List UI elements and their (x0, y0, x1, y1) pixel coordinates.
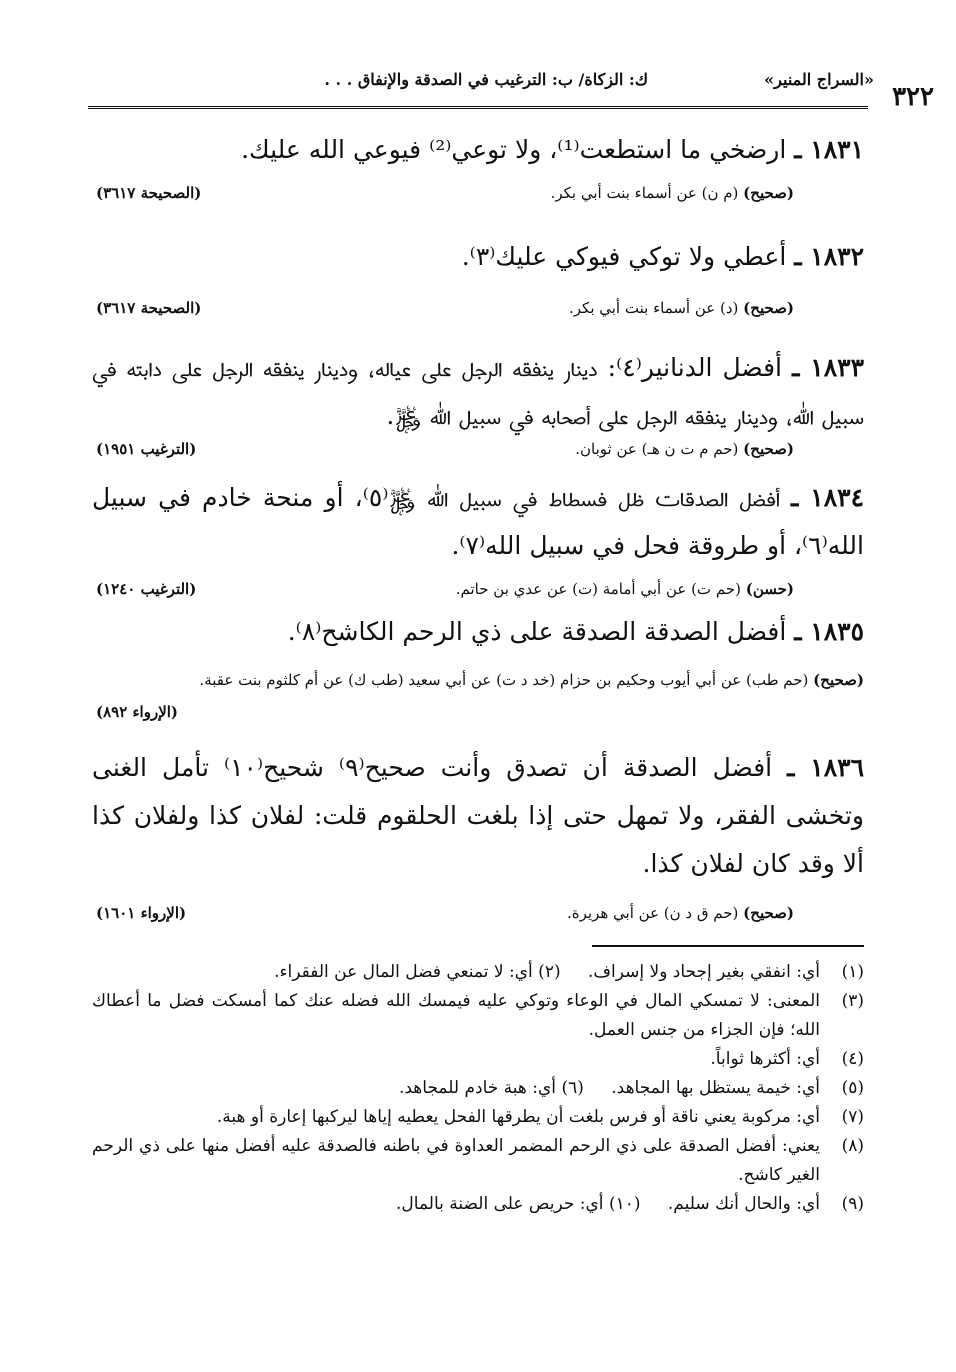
hadith-narration: (حم ق د ن) عن أبي هريرة. (567, 904, 739, 922)
hadith-entry (92, 744, 864, 934)
hadith-grade: (صحيح) (813, 671, 864, 689)
hadith-narration: (د) عن أسماء بنت أبي بكر. (568, 299, 739, 317)
book-title: «السراج المنير» (764, 70, 874, 89)
footnote-text: أي: لا تمنعي فضل المال عن الفقراء. (274, 962, 533, 982)
hadith-entry (92, 233, 864, 329)
hadith-grade: (صحيح) (743, 299, 794, 317)
hadith-number: ١٨٣٦ ـ (787, 753, 864, 782)
footnote-number: (٤) (841, 1049, 864, 1069)
footnote-number: (١٠) (608, 1194, 641, 1214)
hadith-number: ١٨٣٢ ـ (794, 242, 864, 271)
hadith-reference: (الإرواء ٨٩٢) (96, 703, 179, 721)
footnote-number: (٨) (841, 1136, 864, 1156)
hadith-body: أفضل الصدقات ظل فسطاط في سبيل الله ﷿⁽٥⁾، أو منحة خادم في سبيل الله⁽٦⁾، أو طروقة فحل في سبيل الله⁽٧⁾. (92, 483, 864, 560)
header-rule (88, 106, 868, 111)
hadith-entry (92, 344, 864, 470)
hadith-source (92, 184, 864, 214)
footnote (92, 987, 864, 1045)
footnote-number: (٦) (561, 1078, 584, 1098)
footnotes (92, 958, 864, 1219)
footnote-text: المعنى: لا تمسكي المال في الوعاء وتوكي عليه فيمسك الله فضله عنك كما أمسكت فضل ما أعطاك الله؛ فإن الجزاء من جنس العمل. (92, 991, 820, 1040)
footnote-text: أي: والحال أنك سليم. (667, 1194, 820, 1214)
footnote (92, 1045, 864, 1074)
hadith-number: ١٨٣٣ ـ (792, 353, 865, 382)
footnote-text: أي: حريص على الضنة بالمال. (396, 1194, 604, 1214)
footnote-number: (٩) (841, 1194, 864, 1214)
hadith-body: أفضل الصدقة الصدقة على ذي الرحم الكاشح⁽٨⁾. (287, 617, 787, 646)
hadith-reference: (الصحيحة ٣٦١٧) (96, 184, 202, 202)
footnote-text: أي: هبة خادم للمجاهد. (398, 1078, 557, 1098)
running-header (88, 64, 934, 112)
footnote-number: (٧) (841, 1107, 864, 1127)
section-title: ك: الزكاة/ ب: الترغيب في الصدقة والإنفاق . . . (324, 70, 648, 89)
footnote-number: (١) (841, 962, 864, 982)
footnote (92, 1074, 864, 1103)
footnote-number: (٣) (841, 991, 864, 1011)
footnote-text: أي: خيمة يستظل بها المجاهد. (611, 1078, 820, 1098)
hadith-grade: (صحيح) (743, 440, 794, 458)
hadith-grade: (صحيح) (743, 184, 794, 202)
hadith-text (92, 233, 864, 281)
footnote (92, 1190, 864, 1219)
hadith-source (92, 299, 864, 329)
footnote-rule (592, 945, 864, 947)
hadith-source (92, 440, 864, 470)
hadith-text (92, 344, 864, 440)
footnote-number: (٥) (841, 1078, 864, 1098)
hadith-body: أفضل الدنانير⁽٤⁾: دينار ينفقه الرجل على عياله، ودينار ينفقه الرجل على دابته في سبيل الله، ودينار ينفقه الرجل على أصحابه في سبيل الله ﷿. (92, 353, 864, 430)
hadith-source (92, 904, 864, 934)
hadith-grade: (حسن) (745, 580, 794, 598)
hadith-text (92, 126, 864, 174)
hadith-text (92, 744, 864, 888)
hadith-grade: (صحيح) (743, 904, 794, 922)
footnote (92, 1132, 864, 1190)
hadith-source (92, 664, 864, 728)
footnote-text: أي: أكثرها ثواباً. (710, 1049, 820, 1069)
hadith-entry (92, 126, 864, 214)
hadith-body: أفضل الصدقة أن تصدق وأنت صحيح⁽٩⁾ شحيح⁽١٠⁾ تأمل الغنى وتخشى الفقر، ولا تمهل حتى إذا بلغت الحلقوم قلت: لفلان كذا ولفلان كذا ألا وقد كان لفلان كذا. (92, 753, 864, 878)
hadith-narration: (حم م ت ن هـ) عن ثوبان. (575, 440, 739, 458)
hadith-narration: (م ن) عن أسماء بنت أبي بكر. (550, 184, 739, 202)
hadith-narration: (حم ت) عن أبي أمامة (ت) عن عدي بن حاتم. (455, 580, 741, 598)
hadith-reference: (الصحيحة ٣٦١٧) (96, 299, 202, 317)
hadith-reference: (الإرواء ١٦٠١) (96, 904, 187, 922)
hadith-number: ١٨٣٥ ـ (794, 617, 864, 646)
page-number: ٣٢٢ (892, 82, 934, 112)
hadith-reference: (الترغيب ١٩٥١) (96, 440, 197, 458)
footnote-text: أي: مركوبة يعني ناقة أو فرس بلغت أن يطرقها الفحل يعطيه إياها ليركبها إعارة أو هبة. (216, 1107, 820, 1127)
hadith-entry (92, 474, 864, 610)
hadith-reference: (الترغيب ١٢٤٠) (96, 580, 197, 598)
hadith-text (92, 474, 864, 570)
hadith-text (92, 608, 864, 656)
hadith-body: ارضخي ما استطعت⁽¹⁾، ولا توعي⁽²⁾ فيوعي الله عليك. (241, 135, 787, 164)
hadith-narration: (حم طب) عن أبي أيوب وحكيم بن حزام (خد د ت) عن أبي سعيد (طب ك) عن أم كلثوم بنت عقبة. (199, 671, 809, 689)
hadith-body: أعطي ولا توكي فيوكي عليك⁽٣⁾. (461, 242, 787, 271)
hadith-number: ١٨٣١ ـ (794, 135, 864, 164)
hadith-entry (92, 608, 864, 728)
footnote (92, 958, 864, 987)
footnote-text: يعني: أفضل الصدقة على ذي الرحم المضمر العداوة في باطنه فالصدقة عليه أفضل منها على ذي الرحم الغير كاشح. (92, 1136, 820, 1185)
hadith-source (92, 580, 864, 610)
hadith-number: ١٨٣٤ ـ (791, 483, 864, 512)
footnote-number: (٢) (538, 962, 561, 982)
footnote-text: أي: انفقي بغير إجحاد ولا إسراف. (588, 962, 820, 982)
footnote (92, 1103, 864, 1132)
